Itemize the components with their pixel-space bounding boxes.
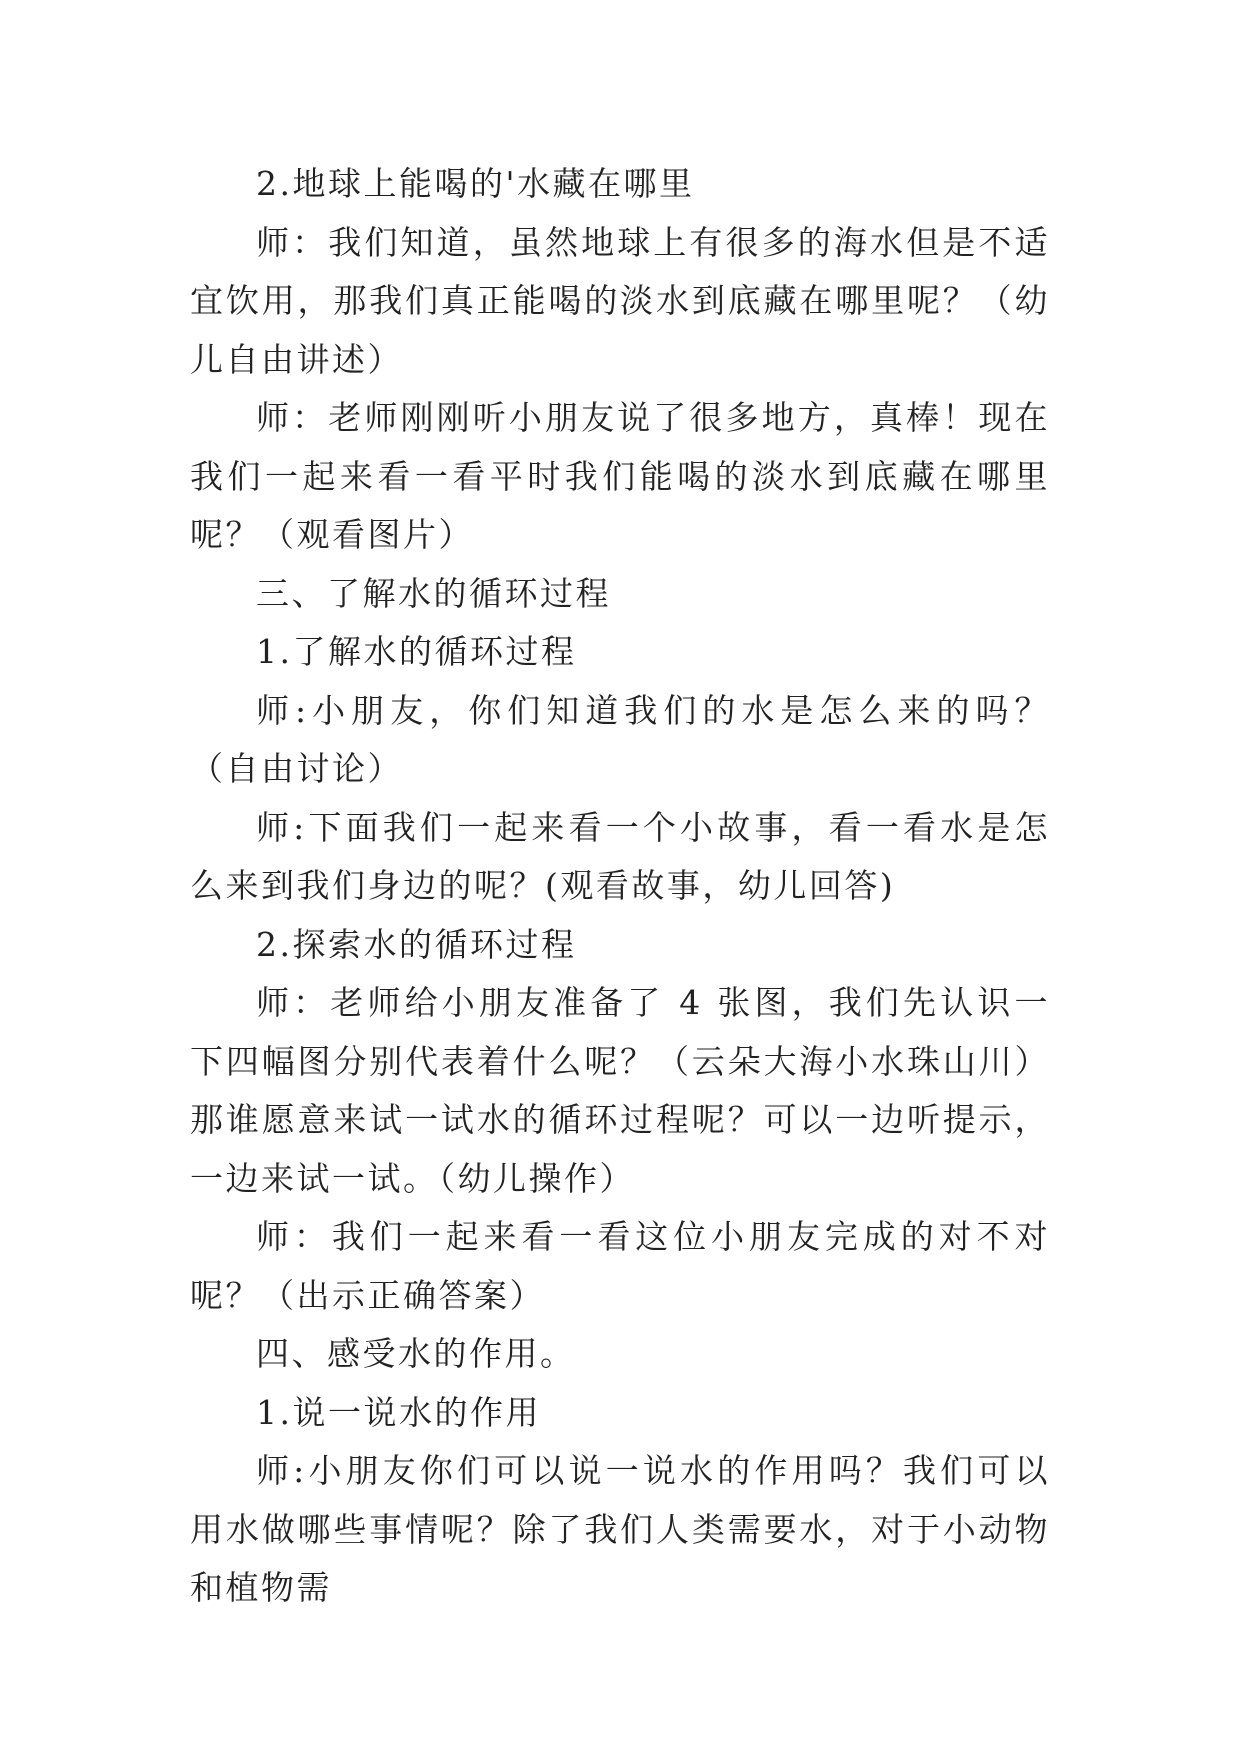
- paragraph-teacher-look-at-pictures: 师：老师刚刚听小朋友说了很多地方，真棒！现在我们一起来看一看平时我们能喝的淡水到底藏在哪里呢？（观看图片）: [190, 398, 1050, 554]
- section-subheading-water-location: 2.地球上能喝的'水藏在哪里: [256, 164, 695, 203]
- section-heading-water-uses: 四、感受水的作用。: [256, 1334, 576, 1373]
- paragraph-teacher-freshwater-question: 师：我们知道，虽然地球上有很多的海水但是不适宜饮用，那我们真正能喝的淡水到底藏在哪里呢？（幼儿自由讲述）: [190, 222, 1050, 379]
- paragraph-teacher-where-water-comes: 师:小朋友，你们知道我们的水是怎么来的吗？（自由讨论）: [190, 690, 1050, 788]
- section-subheading-talk-water-uses: 1.说一说水的作用: [256, 1392, 541, 1432]
- paragraph-teacher-four-pictures: 师：老师给小朋友准备了 4 张图，我们先认识一下四幅图分别代表着什么呢？（云朵大海小水珠山川）那谁愿意来试一试水的循环过程呢？可以一边听提示，一边来试一试。（幼儿操作）: [190, 983, 1050, 1198]
- section-subheading-understand-cycle: 1.了解水的循环过程: [256, 632, 577, 671]
- section-heading-water-cycle: 三、了解水的循环过程: [256, 573, 611, 613]
- document-body: [190, 155, 1050, 1618]
- paragraph-teacher-water-uses: 师:小朋友你们可以说一说水的作用吗？我们可以用水做哪些事情呢？除了我们人类需要水，对于小动物和植物需: [190, 1451, 1050, 1607]
- paragraph-teacher-story: 师:下面我们一起来看一个小故事，看一看水是怎么来到我们身边的呢？(观看故事，幼儿回答): [190, 807, 1050, 905]
- paragraph-teacher-check-answer: 师：我们一起来看一看这位小朋友完成的对不对呢？（出示正确答案）: [190, 1217, 1050, 1315]
- section-subheading-explore-cycle: 2.探索水的循环过程: [256, 924, 577, 964]
